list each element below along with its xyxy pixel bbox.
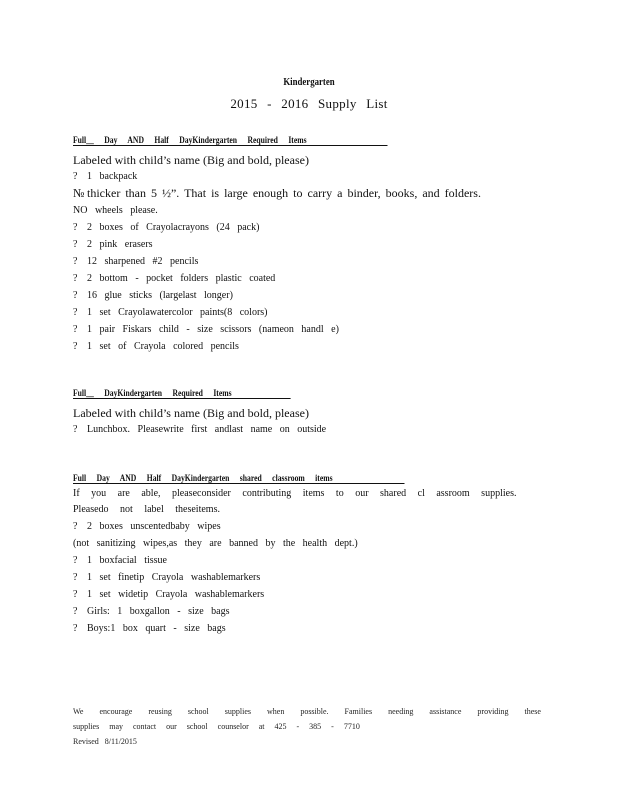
- list-item-text: 12 sharpened #2 pencils: [87, 256, 199, 267]
- list-item-text: Boys:1 box quart - size bags: [87, 623, 226, 634]
- list-item-text: 16 glue sticks (largelast longer): [87, 290, 233, 301]
- list-item-text: 2 boxes of Crayolacrayons (24 pack): [87, 222, 260, 233]
- list-item-text: Lunchbox. Pleasewrite first andlast name on outside: [87, 424, 327, 435]
- list-item: [73, 253, 553, 270]
- bullet-glyph: ?: [73, 521, 78, 532]
- list-item-text: 1 set of Crayola colored pencils: [87, 341, 239, 352]
- list-item: [73, 518, 553, 535]
- bullet-glyph: ?: [73, 307, 78, 318]
- bullet-glyph: ?: [73, 239, 78, 250]
- list-item: [73, 321, 553, 338]
- list-item: [73, 236, 553, 253]
- list-item-text: 2 pink erasers: [87, 239, 153, 250]
- section-heading: Full__ Day AND Half DayKindergarten Required Items: [73, 135, 388, 146]
- list-item: [73, 535, 553, 552]
- section-paragraph: If you are able, pleaseconsider contributing items to our shared cl assroom supplies. Pleasedo not label theseitems.: [73, 488, 517, 515]
- list-item: [73, 421, 553, 438]
- list-item-text: NO wheels please.: [73, 205, 158, 216]
- bullet-glyph: ?: [73, 424, 78, 435]
- section-lead: Labeled with child’s name (Big and bold, please): [73, 153, 309, 167]
- list-item: [73, 202, 553, 219]
- list-item-text: 1 backpack: [87, 171, 138, 182]
- list-item: [73, 603, 553, 620]
- list-item: [73, 569, 553, 586]
- bullet-glyph: ?: [73, 589, 78, 600]
- list-item: [73, 168, 553, 185]
- bullet-glyph: ?: [73, 171, 78, 182]
- list-item-text: 1 boxfacial tissue: [87, 555, 167, 566]
- list-item-text: 2 boxes unscentedbaby wipes: [87, 521, 221, 532]
- list-item-text: 1 set Crayolawatercolor paints(8 colors): [87, 307, 268, 318]
- list-item: [73, 287, 553, 304]
- list-item: [73, 185, 553, 202]
- list-item: [73, 620, 553, 637]
- bullet-glyph: ?: [73, 555, 78, 566]
- list-item-text: thicker than 5 ½”. That is large enough to carry a binder, books, and folders.: [87, 186, 481, 200]
- section-lead: Labeled with child’s name (Big and bold, please): [73, 406, 309, 420]
- section-required-items-all: [73, 130, 553, 355]
- bullet-glyph: ?: [73, 606, 78, 617]
- list-item: [73, 304, 553, 321]
- bullet-glyph: ?: [73, 572, 78, 583]
- list-item-text: Girls: 1 boxgallon - size bags: [87, 606, 230, 617]
- list-item: [73, 586, 553, 603]
- document-title: 2015 - 2016 Supply List: [230, 96, 388, 111]
- bullet-glyph: №: [73, 186, 85, 200]
- bullet-glyph: ?: [73, 341, 78, 352]
- section-required-items-full-day: [73, 383, 553, 438]
- list-item: [73, 219, 553, 236]
- footer-line: supplies may contact our school counselor at 425 - 385 - 7710: [73, 722, 360, 731]
- list-item-text: 1 set widetip Crayola washablemarkers: [87, 589, 265, 600]
- bullet-glyph: ?: [73, 623, 78, 634]
- list-item-text: (not sanitizing wipes,as they are banned by the health dept.): [73, 538, 358, 549]
- bullet-glyph: ?: [73, 273, 78, 284]
- revised-date: Revised 8/11/2015: [73, 737, 137, 746]
- bullet-glyph: ?: [73, 256, 78, 267]
- list-item: [73, 552, 553, 569]
- document-school-level: Kindergarten: [283, 76, 335, 88]
- footer-note: [73, 704, 541, 749]
- list-item-text: 1 pair Fiskars child - size scissors (nameon handl e): [87, 324, 339, 335]
- section-heading: Full__ DayKindergarten Required Items: [73, 388, 291, 399]
- list-item-text: 2 bottom - pocket folders plastic coated: [87, 273, 276, 284]
- bullet-glyph: ?: [73, 222, 78, 233]
- section-heading: Full Day AND Half DayKindergarten shared classroom items: [73, 473, 405, 484]
- bullet-glyph: ?: [73, 324, 78, 335]
- section-shared-classroom-items: [73, 468, 553, 637]
- list-item: [73, 338, 553, 355]
- bullet-glyph: ?: [73, 290, 78, 301]
- footer-line: We encourage reusing school supplies when possible. Families needing assistance providing these: [73, 707, 541, 716]
- list-item-text: 1 set finetip Crayola washablemarkers: [87, 572, 261, 583]
- list-item: [73, 270, 553, 287]
